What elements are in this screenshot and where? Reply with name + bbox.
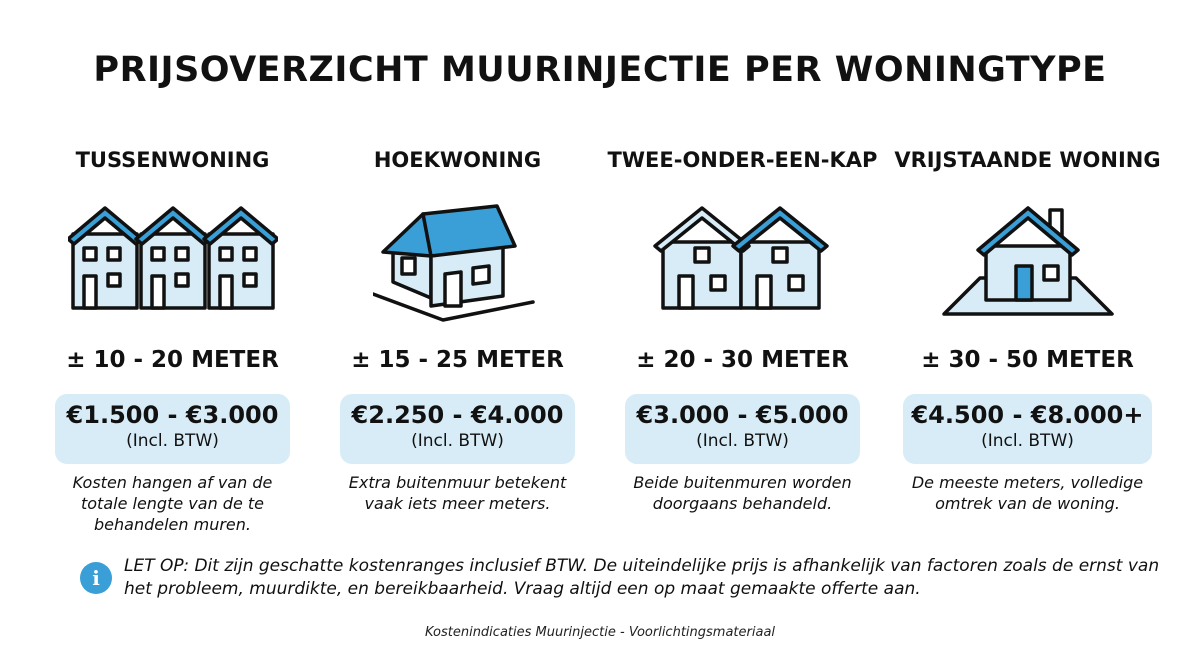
terraced-houses-icon [30, 202, 315, 330]
vat-label: (Incl. BTW) [411, 431, 504, 451]
price-range: €1.500 - €3.000 [66, 401, 279, 429]
price-range: €3.000 - €5.000 [636, 401, 849, 429]
column-heading: VRIJSTAANDE WONING [894, 148, 1161, 172]
column-vrijstaande-woning [885, 130, 1170, 513]
meters-range: ± 20 - 30 METER [636, 347, 849, 373]
price-box [55, 394, 290, 464]
warning-text: LET OP: Dit zijn geschatte kostenranges inclusief BTW. De uiteindelijke prijs is afhankelijk van factoren zoals de ernst van het probleem, muurdikte, en bereikbaarheid. Vraag altijd een op maat gemaakte offerte aan. [124, 556, 1160, 599]
column-heading: HOEKWONING [373, 148, 542, 172]
price-box [903, 394, 1152, 464]
footer-caption: Kostenindicaties Muurinjectie - Voorlichtingsmateriaal [424, 625, 776, 640]
column-note: De meeste meters, volledige omtrek van de woning. [911, 473, 1144, 513]
warning-note [80, 555, 1160, 601]
column-note: Extra buitenmuur betekent vaak iets meer meters. [348, 473, 567, 513]
semi-detached-house-icon [600, 202, 885, 330]
price-box [340, 394, 575, 464]
detached-house-icon [885, 202, 1170, 330]
page-title: PRIJSOVERZICHT MUURINJECTIE PER WONINGTYPE [93, 50, 1107, 90]
info-icon: i [80, 562, 112, 594]
meters-range: ± 10 - 20 METER [66, 347, 279, 373]
meters-range: ± 15 - 25 METER [351, 347, 564, 373]
corner-house-icon [315, 202, 600, 330]
column-note: Beide buitenmuren worden doorgaans behandeld. [633, 473, 852, 513]
price-box [625, 394, 860, 464]
column-twee-onder-een-kap [600, 130, 885, 513]
column-heading: TWEE-ONDER-EEN-KAP [607, 148, 878, 172]
vat-label: (Incl. BTW) [981, 431, 1074, 451]
price-range: €2.250 - €4.000 [351, 401, 564, 429]
column-heading: TUSSENWONING [75, 148, 270, 172]
column-tussenwoning [30, 130, 315, 534]
vat-label: (Incl. BTW) [126, 431, 219, 451]
vat-label: (Incl. BTW) [696, 431, 789, 451]
column-hoekwoning [315, 130, 600, 513]
column-note: Kosten hangen af van de totale lengte van de te behandelen muren. [72, 473, 273, 534]
meters-range: ± 30 - 50 METER [921, 347, 1134, 373]
price-range: €4.500 - €8.000+ [911, 401, 1144, 429]
